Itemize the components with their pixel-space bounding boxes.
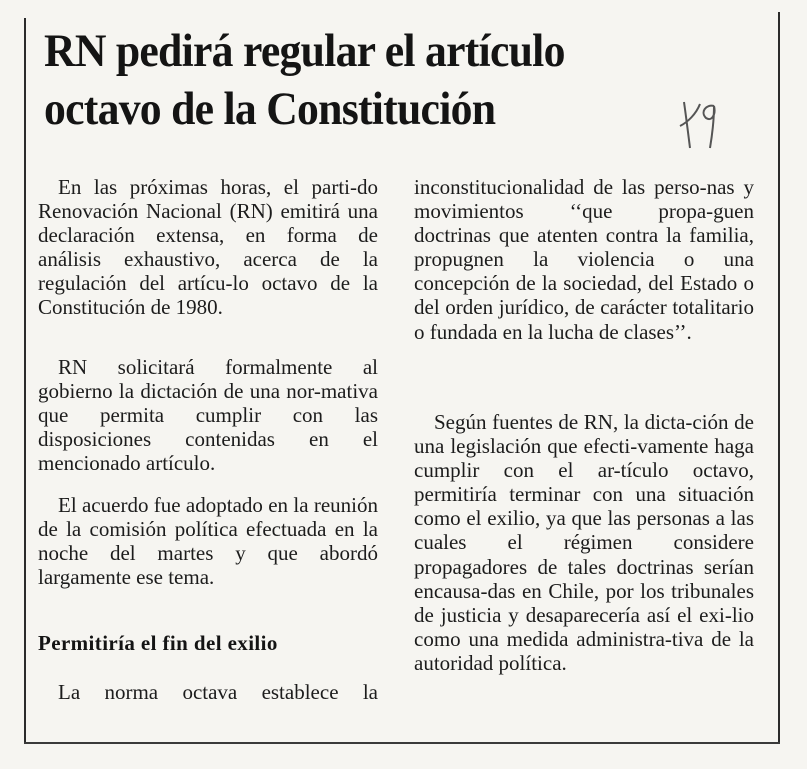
clipping-border-left <box>24 18 26 744</box>
paragraph: Según fuentes de RN, la dicta-ción de una legislación que efecti-vamente haga cumplir con el ar-tículo octavo, permitiría terminar con una situación como el exilio, ya que las personas a las cuales el régimen considere propagadores de tales doctrinas serían encausa-das en Chile, por los tribunales de justicia y desaparecería así el exi-lio como una medida administra-tiva de la autoridad política. <box>414 410 754 675</box>
headline <box>44 22 695 138</box>
paragraph: La norma octava establece la <box>58 680 378 704</box>
paragraph: RN solicitará formalmente al gobierno la dictación de una nor-mativa que permita cumplir con las disposiciones contenidas en el mencionado artículo. <box>38 355 378 476</box>
subheading: Permitiría el fin del exilio <box>38 631 278 655</box>
headline-line-1: RN pedirá regular el artículo <box>44 25 565 77</box>
paragraph: inconstitucionalidad de las perso-nas y movimientos ‘‘que propa-guen doctrinas que atenten contra la familia, propugnen la violencia o una concepción de la sociedad, del Estado o del orden jurídico, de carácter totalitario o fundada en la lucha de clases’’. <box>414 175 754 344</box>
paragraph: El acuerdo fue adoptado en la reunión de la comisión política efectuada en la noche del martes y que abordó largamente ese tema. <box>38 493 378 590</box>
clipping-border-bottom <box>24 742 780 744</box>
handwritten-mark-icon <box>676 96 720 152</box>
paragraph: En las próximas horas, el parti-do Renovación Nacional (RN) emitirá una declaración extensa, en forma de análisis exhaustivo, acerca de la regulación del artícu-lo octavo de la Constitución de 1980. <box>38 175 378 320</box>
headline-line-2: octavo de la Constitución <box>44 83 496 135</box>
clipping-border-right <box>778 12 780 744</box>
